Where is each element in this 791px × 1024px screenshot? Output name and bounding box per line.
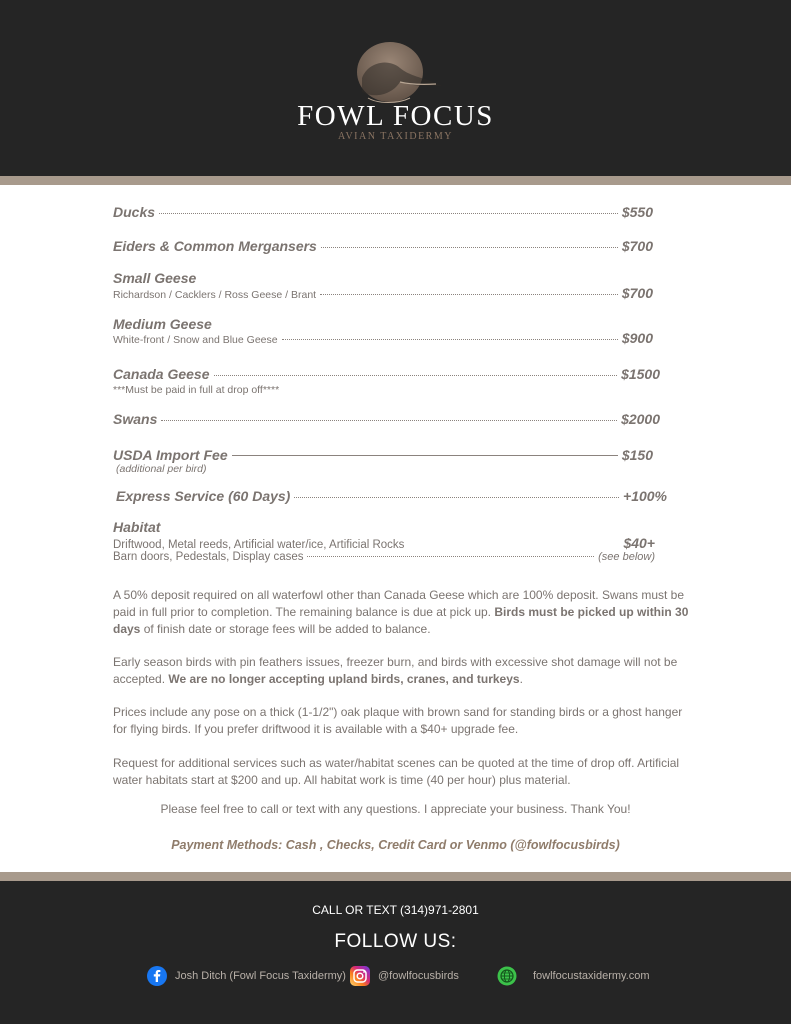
item-price: $150 xyxy=(621,447,653,463)
divider-band xyxy=(0,176,791,185)
item-detail: Richardson / Cacklers / Ross Geese / Brant xyxy=(113,289,317,301)
item-price: $1500 xyxy=(621,366,660,382)
item-name: Ducks xyxy=(113,204,156,220)
deposit-paragraph xyxy=(113,587,693,638)
acceptance-paragraph xyxy=(113,654,693,688)
leader-dots xyxy=(294,497,619,498)
call-or-text[interactable]: CALL OR TEXT (314)971-2801 xyxy=(312,903,479,917)
leader-dots xyxy=(321,247,618,248)
item-price: $700 xyxy=(621,285,653,301)
item-price: +100% xyxy=(623,488,667,504)
leader-dots xyxy=(320,294,618,295)
item-detail: White-front / Snow and Blue Geese xyxy=(113,334,278,346)
services-paragraph: Request for additional services such as water/habitat scenes can be quoted at the time of drop off. Artificial water habitats start at $200 and up. All habitat work is time (40 per hour) plus material. xyxy=(113,756,680,787)
brand-name: FOWL FOCUS xyxy=(297,100,494,132)
item-price: $2000 xyxy=(621,411,660,427)
duck-head-logo-icon xyxy=(348,40,442,106)
website-label: fowlfocustaxidermy.com xyxy=(533,970,650,982)
price-row-usda-fee xyxy=(113,447,653,463)
facebook-icon xyxy=(147,966,167,986)
leader-dots xyxy=(307,556,594,557)
thanks-message: Please feel free to call or text with any questions. I appreciate your business. Thank You! xyxy=(160,802,631,816)
instagram-label: @fowlfocusbirds xyxy=(378,970,459,982)
leader-dots xyxy=(214,375,618,376)
item-name: Eiders & Common Mergansers xyxy=(113,238,317,254)
header xyxy=(0,0,791,176)
globe-icon xyxy=(497,966,517,986)
leader-dots xyxy=(161,420,617,421)
follow-us-heading: FOLLOW US: xyxy=(334,931,457,952)
facebook-label: Josh Ditch (Fowl Focus Taxidermy) xyxy=(175,970,346,982)
item-name: USDA Import Fee xyxy=(113,447,228,463)
acceptance-text: Early season birds with pin feathers issues, freezer burn, and birds with excessive shot damage will not be accepted. xyxy=(113,655,678,686)
price-row-ducks xyxy=(113,204,653,220)
item-name: Canada Geese xyxy=(113,366,210,382)
leader-dots xyxy=(159,213,618,214)
item-name-medium-geese: Medium Geese xyxy=(113,316,212,332)
leader-line xyxy=(232,455,618,456)
habitat-see-below: (see below) xyxy=(598,551,655,563)
facebook-link[interactable] xyxy=(147,966,346,986)
deposit-text-end: of finish date or storage fees will be added to balance. xyxy=(140,622,431,636)
website-link[interactable] xyxy=(497,966,650,986)
price-row-express xyxy=(116,488,667,504)
price-row-small-geese xyxy=(113,285,653,301)
pickup-deadline: Birds must be picked up within 30 days xyxy=(113,605,689,636)
habitat-title: Habitat xyxy=(113,519,161,535)
leader-dots xyxy=(282,339,618,340)
instagram-icon xyxy=(350,966,370,986)
item-price: $550 xyxy=(621,204,653,220)
price-row-medium-geese xyxy=(113,330,653,346)
habitat-price: $40+ xyxy=(623,535,655,551)
divider-band-bottom xyxy=(0,872,791,881)
price-row-eiders xyxy=(113,238,653,254)
item-price: $700 xyxy=(621,238,653,254)
acceptance-text-end: . xyxy=(519,672,523,686)
deposit-text: A 50% deposit required on all waterfowl other than Canada Geese which are 100% deposit. Swans must be paid in full prior to completion. The remaining balance is due at pick up. xyxy=(113,588,685,619)
habitat-items-2: Barn doors, Pedestals, Display cases xyxy=(113,551,304,563)
habitat-row-2 xyxy=(113,551,655,563)
item-price: $900 xyxy=(621,330,653,346)
usda-fee-note: (additional per bird) xyxy=(116,463,207,475)
item-name: Swans xyxy=(113,411,158,427)
habitat-row-1 xyxy=(113,535,655,551)
price-row-swans xyxy=(113,411,660,427)
instagram-link[interactable] xyxy=(350,966,459,986)
item-name-small-geese: Small Geese xyxy=(113,270,197,286)
item-name: Express Service (60 Days) xyxy=(116,488,291,504)
payment-methods: Payment Methods: Cash , Checks, Credit Card or Venmo (@fowlfocusbirds) xyxy=(171,838,620,852)
price-row-canada-geese xyxy=(113,366,660,382)
habitat-items: Driftwood, Metal reeds, Artificial water/ice, Artificial Rocks xyxy=(113,539,405,551)
pricing-paragraph: Prices include any pose on a thick (1-1/2") oak plaque with brown sand for standing birds or a ghost hanger for flying birds. If you prefer driftwood it is available with a $40+ upgrade fee. xyxy=(113,705,683,736)
not-accepted-notice: We are no longer accepting upland birds, cranes, and turkeys xyxy=(168,672,520,686)
canada-geese-note: ***Must be paid in full at drop off**** xyxy=(113,384,280,396)
brand-tagline: AVIAN TAXIDERMY xyxy=(338,131,453,142)
